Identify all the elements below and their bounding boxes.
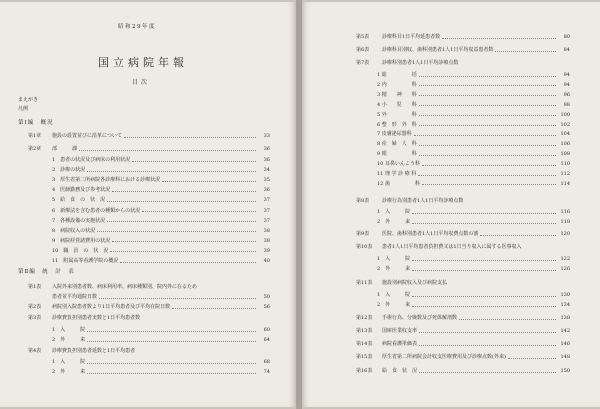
toc-table (356, 354, 570, 360)
toc-sub (377, 112, 570, 118)
toc-entry-label: 3 精 神 科 (377, 91, 417, 98)
toc-entry-number: 第2章 (28, 146, 42, 152)
leader-dots (162, 181, 256, 182)
toc-sub (377, 151, 570, 157)
toc-entry-number: 第11表 (356, 280, 373, 286)
toc-sub (377, 209, 570, 215)
leader-dots (418, 175, 556, 176)
toc-table (356, 34, 570, 40)
toc-page-number: 100 (560, 111, 570, 118)
toc-entry-label: 病院別入院患者数より1日平均患者及び平均在院日数 (52, 304, 171, 310)
toc-entry-label: 2 外 来 (52, 369, 86, 375)
leader-dots (419, 155, 556, 156)
toc-page-number: 64 (263, 337, 270, 343)
leader-dots (412, 296, 556, 297)
toc-table (356, 244, 570, 250)
toc-page-number: 38 (263, 237, 270, 244)
toc-entry-label: 1 入 院 (377, 292, 411, 298)
toc-item (52, 197, 270, 203)
toc-item (52, 177, 270, 183)
toc-entry-number: 第10表 (356, 244, 373, 250)
toc-sub (377, 82, 570, 88)
toc-heading: 目次 (132, 79, 151, 86)
toc-page-number: 120 (560, 231, 570, 237)
leader-dots (419, 372, 556, 373)
leader-dots (419, 115, 556, 116)
toc-entry-number: 第12表 (356, 315, 373, 321)
toc-entry-label: 6 整 形 外 科 (377, 121, 417, 128)
toc-page-number: 116 (560, 209, 570, 215)
leader-dots (419, 105, 556, 106)
leader-dots (79, 150, 256, 151)
leader-dots (172, 308, 256, 309)
toc-page-number: 150 (560, 368, 570, 374)
leader-dots (480, 235, 556, 236)
toc-entry-label: 6 新療法を含む患者の種類からの状況 (52, 207, 141, 214)
toc-page-number: 36 (263, 146, 270, 152)
leader-dots (422, 184, 556, 185)
leader-dots (459, 319, 556, 320)
toc-page-number: 84 (563, 47, 570, 53)
toc-page-number: 122 (560, 256, 570, 262)
leader-dots (107, 201, 256, 202)
toc-page-number: 68 (263, 359, 270, 365)
toc-entry-label: 施設別病院収入及び病院支払 (382, 280, 448, 286)
toc-sub (52, 337, 270, 343)
leader-dots (142, 211, 256, 212)
toc-entry-number: 第13表 (356, 328, 373, 334)
toc-table (356, 47, 570, 53)
toc-entry-label: 11 理 学 診 療 科 (377, 171, 417, 177)
leader-dots (412, 306, 556, 307)
toc-sub (377, 92, 570, 98)
toc-page-number: 40 (263, 258, 270, 264)
toc-page-number: 36 (263, 187, 270, 194)
toc-entry-label: 3 厚生省第二所病院各診療科における診療状況 (52, 177, 161, 184)
toc-page-number: 37 (263, 197, 270, 204)
left-page (0, 2, 296, 407)
toc-table (356, 328, 570, 334)
toc-table (356, 341, 570, 347)
toc-page-number: 118 (560, 219, 570, 225)
leader-dots (132, 161, 256, 162)
toc-page-number: 35 (263, 177, 270, 184)
toc-item (52, 238, 270, 244)
leader-dots (97, 231, 256, 232)
fiscal-year: 昭和29年度 (118, 24, 156, 30)
toc-entry-label: 4 医師勤務及び参考状況 (52, 187, 111, 194)
leader-dots (442, 38, 556, 39)
toc-entry-label: 12 歯 科 (377, 180, 420, 187)
toc-entry-number: 第9表 (356, 231, 370, 237)
toc-table (28, 348, 270, 354)
leader-dots (87, 171, 256, 172)
toc-entry-number: 第16表 (356, 368, 373, 374)
toc-entry-label: 1 総 括 (377, 72, 417, 78)
toc-page-number: 74 (263, 369, 270, 375)
toc-entry-label: 部 課 (52, 146, 78, 152)
toc-item (52, 187, 270, 193)
leader-dots (419, 76, 556, 77)
toc-page-number: 37 (263, 207, 270, 214)
toc-entry-label: 5 外 科 (377, 111, 417, 118)
toc-sub (377, 102, 570, 108)
toc-item (52, 157, 270, 163)
toc-table (28, 304, 270, 310)
toc-entry-label: 1 患者の状況及び病床の利用状況 (52, 157, 131, 163)
toc-page-number: 37 (263, 217, 270, 224)
toc-item (52, 167, 270, 173)
toc-table (28, 315, 270, 321)
toc-entry-label: 給 食 状 況 (382, 368, 418, 374)
toc-page-number: 134 (560, 302, 570, 308)
toc-entry-label: 5 給 食 の 状 況 (52, 197, 106, 204)
leader-dots (419, 125, 556, 126)
toc-sub (377, 181, 570, 187)
leader-dots (419, 95, 556, 96)
toc-page-number: 114 (560, 180, 570, 187)
toc-entry-number: 第8表 (356, 198, 370, 204)
toc-entry-label: 2 内 科 (377, 81, 417, 88)
toc-page-number: 94 (563, 81, 570, 88)
leader-dots (124, 137, 256, 138)
toc-entry-label: 診療科別患者1人1日平均診療点数 (382, 60, 459, 66)
toc-table (356, 315, 570, 321)
toc-entry-label: 7 各種設備の実施状況 (52, 217, 106, 224)
toc-entry-label: 手術行為、分娩数及び死体解剖数 (382, 315, 458, 321)
toc-entry-label: 2 診療の状況 (52, 167, 86, 174)
leader-dots (419, 345, 556, 346)
toc-table (356, 280, 570, 286)
toc-entry-number: 第1表 (28, 284, 42, 290)
toc-entry-number: 第1章 (28, 133, 42, 139)
toc-entry-label: 患者1人1日平均患者負担費又は1日当り収入に属する医事収入 (382, 244, 522, 250)
toc-sub (52, 369, 270, 375)
toc-entry-number: 第6表 (356, 47, 370, 53)
toc-entry-label: 7 皮膚泌尿器科 (377, 131, 412, 138)
toc-entry-label: 患者並平均通院日数 (52, 294, 98, 300)
toc-sub (377, 256, 570, 262)
leader-dots (419, 332, 556, 333)
leader-dots (99, 298, 256, 299)
leader-dots (120, 262, 256, 263)
leader-dots (412, 260, 556, 261)
toc-entry-label: 2 外 来 (52, 337, 86, 343)
leader-dots (107, 221, 256, 222)
notes-entry: 凡例 (18, 106, 29, 112)
toc-entry-number: 第15表 (356, 354, 373, 360)
toc-page-number: 104 (560, 131, 570, 138)
toc-entry-label: 1 入 院 (52, 327, 86, 333)
toc-entry-label: 診療費負担別患者実数と1日平均患者数 (52, 315, 141, 321)
part2-title: 第Ⅱ編 統 計 表 (18, 269, 75, 275)
toc-page-number: 56 (263, 304, 270, 310)
toc-entry-label: 9 病院経営諸費用の状況 (52, 237, 111, 244)
toc-page-number: 126 (560, 266, 570, 272)
toc-entry-label: 診療科目1日平均延患者数 (382, 34, 441, 40)
toc-entry-label: 10 耳鼻いんこう科 (377, 161, 420, 168)
toc-entry-label: 施設の設置並びに沿革について (52, 133, 122, 139)
leader-dots (414, 135, 556, 136)
toc-page-number: 36 (263, 157, 270, 163)
toc-page-number: 108 (560, 151, 570, 158)
toc-page-number: 34 (263, 167, 270, 174)
toc-page-number: 98 (563, 101, 570, 108)
toc-chapter (28, 133, 270, 139)
toc-sub (377, 219, 570, 225)
toc-table-cont (52, 294, 270, 300)
part1-title: 第Ⅰ編 概況 (18, 120, 54, 126)
leader-dots (419, 145, 556, 146)
leader-dots (112, 191, 256, 192)
leader-dots (412, 213, 556, 214)
toc-page-number: 60 (263, 327, 270, 333)
toc-entry-label: 1 入 院 (377, 209, 411, 215)
toc-table (356, 198, 570, 204)
toc-entry-number: 第4表 (28, 348, 42, 354)
toc-entry-number: 第14表 (356, 341, 373, 347)
toc-page-number: 130 (560, 292, 570, 298)
toc-entry-label: 医院、歯科別患者1人1日平均収費点数の割 (382, 231, 479, 237)
toc-page-number: 142 (560, 328, 570, 334)
toc-entry-label: 2 外 来 (377, 219, 411, 225)
leader-dots (87, 373, 256, 374)
leader-dots (508, 358, 556, 359)
toc-entry-label: 10 職 員 の 状 況 (52, 247, 109, 254)
leader-dots (112, 241, 256, 242)
toc-entry-label: 9 眼 科 (377, 151, 417, 158)
toc-entry-label: 厚生省第二所病院会計収支医療費用及び診療点数(外来) (382, 354, 506, 360)
toc-page-number: 38 (263, 227, 270, 234)
toc-sub (377, 131, 570, 137)
toc-page-number: 106 (560, 141, 570, 148)
toc-table (356, 60, 570, 66)
toc-entry-label: 診療行為別患者1人1日平均診療点数 (382, 198, 464, 204)
toc-page-number: 148 (560, 354, 570, 360)
leader-dots (110, 251, 256, 252)
page-title: 国立病院年報 (98, 56, 188, 69)
toc-sub (377, 122, 570, 128)
toc-page-number: 96 (563, 91, 570, 98)
toc-entry-label: 診療科目別収、歯科別患者1人1日平均収益患者数 (382, 47, 494, 53)
toc-table (28, 284, 270, 290)
toc-page-number: 138 (560, 315, 570, 321)
leader-dots (495, 51, 556, 52)
toc-entry-number: 第3表 (28, 315, 42, 321)
toc-page-number: 146 (560, 341, 570, 347)
toc-item (52, 258, 270, 264)
toc-page-number: 80 (563, 34, 570, 40)
toc-chapter (28, 146, 270, 152)
toc-page-number: 50 (263, 294, 270, 300)
leader-dots (422, 165, 556, 166)
toc-entry-label: 8 病院収入の状況 (52, 227, 96, 234)
toc-sub (377, 302, 570, 308)
toc-table (356, 231, 570, 237)
toc-page-number: 39 (263, 247, 270, 254)
toc-sub (52, 327, 270, 333)
toc-page-number: 102 (560, 121, 570, 128)
toc-entry-label: 入院外来別患者数、病床利用率、病床種類別、院内外に在るため (52, 284, 198, 290)
leader-dots (87, 341, 256, 342)
leader-dots (412, 270, 556, 271)
toc-page-number: 94 (563, 72, 570, 78)
toc-item (52, 208, 270, 214)
preface-entry: まえがき (18, 97, 39, 103)
toc-sub (377, 266, 570, 272)
toc-page-number: 110 (560, 161, 570, 168)
toc-entry-label: 8 産 婦 人 科 (377, 141, 417, 148)
toc-entry-label: 病院看護単価表 (382, 341, 418, 347)
toc-entry-label: 2 外 来 (377, 266, 411, 272)
right-page (302, 2, 600, 407)
toc-entry-label: 1 入 院 (52, 359, 86, 365)
toc-sub (377, 292, 570, 298)
toc-page-number: 33 (263, 133, 270, 139)
toc-entry-number: 第7表 (356, 60, 370, 66)
toc-entry-label: 11 附属高等看護学院の概況 (52, 258, 119, 264)
leader-dots (87, 331, 256, 332)
toc-item (52, 228, 270, 234)
toc-sub (377, 141, 570, 147)
leader-dots (87, 363, 256, 364)
toc-entry-label: 2 外 来 (377, 302, 411, 308)
toc-entry-label: 1 入 院 (377, 256, 411, 262)
toc-item (52, 218, 270, 224)
toc-sub (52, 359, 270, 365)
leader-dots (412, 223, 556, 224)
toc-entry-label: 診療費負担別患者延数と1日平均患者 (52, 348, 136, 354)
toc-page-number: 112 (560, 171, 570, 177)
toc-sub (377, 171, 570, 177)
toc-item (52, 248, 270, 254)
toc-sub (377, 161, 570, 167)
toc-table (356, 368, 570, 374)
leader-dots (419, 85, 556, 86)
toc-entry-label: 4 小 児 科 (377, 101, 417, 108)
toc-entry-number: 第2表 (28, 304, 42, 310)
toc-entry-number: 第5表 (356, 34, 370, 40)
toc-sub (377, 72, 570, 78)
toc-entry-label: 国庫医業収支率 (382, 328, 418, 334)
